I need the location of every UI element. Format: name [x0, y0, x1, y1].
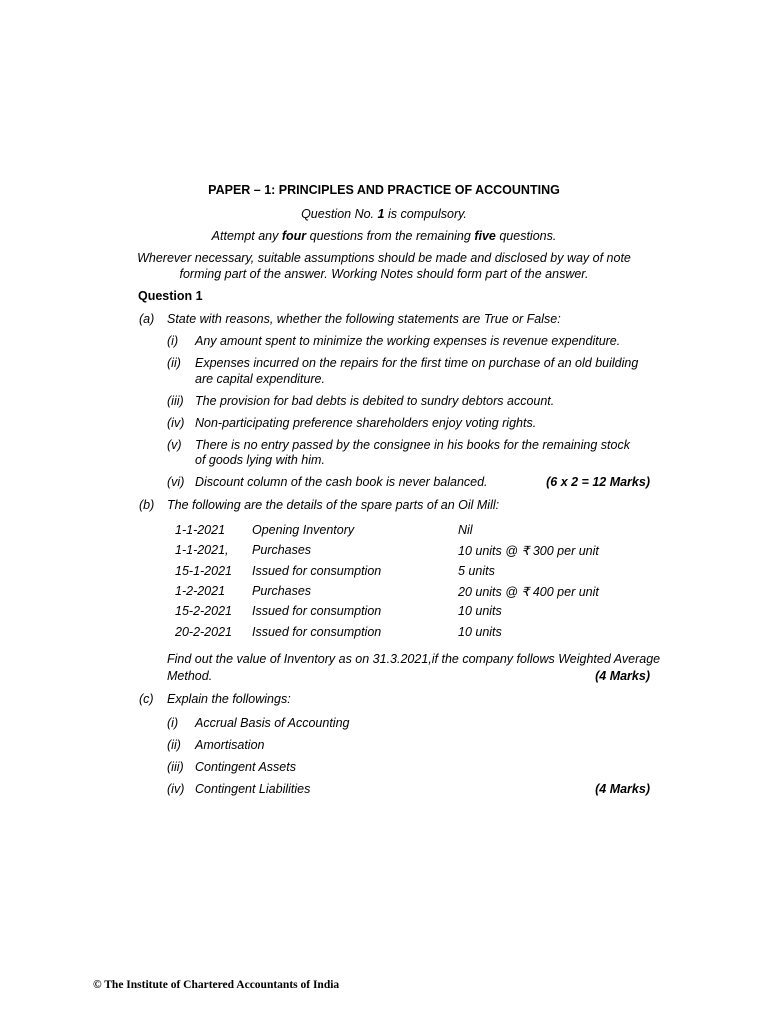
item-number: (v) — [167, 438, 182, 452]
statement-text-continued: are capital expenditure. — [195, 372, 325, 386]
table-cell-quantity: 10 units — [458, 625, 502, 639]
table-cell-particulars: Purchases — [252, 584, 312, 598]
part-b-label: (b) — [139, 498, 155, 512]
table-cell-particulars: Issued for consumption — [252, 625, 382, 639]
part-a-marks: (6 x 2 = 12 Marks) — [546, 475, 650, 489]
item-number: (iv) — [167, 782, 185, 796]
table-cell-date: 1-2-2021 — [175, 584, 226, 598]
statement-text: There is no entry passed by the consignee in his books for the remaining stock — [195, 438, 630, 452]
table-cell-date: 15-2-2021 — [175, 604, 232, 618]
table-cell-quantity: 5 units — [458, 564, 495, 578]
instruction-compulsory — [0, 207, 768, 221]
copyright-footer: © The Institute of Chartered Accountants of India — [93, 979, 340, 991]
table-cell-date: 20-2-2021 — [175, 625, 232, 639]
instruction-assumptions-line2: forming part of the answer. Working Notes should form part of the answer. — [179, 267, 589, 281]
table-cell-quantity: 10 units — [458, 604, 502, 618]
term-text: Amortisation — [195, 738, 265, 752]
statement-text: Discount column of the cash book is never balanced. — [195, 475, 488, 489]
term-text: Accrual Basis of Accounting — [195, 716, 350, 730]
term-text: Contingent Liabilities — [195, 782, 311, 796]
item-number: (ii) — [167, 356, 181, 370]
compulsory-number: 1 — [377, 207, 385, 221]
question-heading: Question 1 — [138, 289, 203, 303]
part-b-marks: (4 Marks) — [595, 669, 650, 683]
table-cell-particulars: Purchases — [252, 543, 312, 557]
part-c-text: Explain the followings: — [167, 692, 291, 706]
table-cell-quantity: Nil — [458, 523, 473, 537]
item-number: (i) — [167, 334, 179, 348]
item-number: (ii) — [167, 738, 181, 752]
part-b-text: The following are the details of the spare parts of an Oil Mill: — [167, 498, 500, 512]
statement-text: Expenses incurred on the repairs for the first time on purchase of an old building — [195, 356, 639, 370]
statement-text-continued: of goods lying with him. — [195, 453, 325, 467]
table-cell-date: 1-1-2021, — [175, 543, 229, 557]
table-cell-particulars: Issued for consumption — [252, 564, 382, 578]
paper-title: PAPER – 1: PRINCIPLES AND PRACTICE OF ACCOUNTING — [208, 183, 560, 197]
attempt-mid: questions from the remaining — [306, 229, 475, 243]
instruction-attempt — [0, 229, 768, 243]
table-cell-particulars: Issued for consumption — [252, 604, 382, 618]
statement-text: Any amount spent to minimize the working expenses is revenue expenditure. — [195, 334, 621, 348]
attempt-post: questions. — [495, 229, 557, 243]
part-a-text: State with reasons, whether the following statements are True or False: — [167, 312, 561, 326]
item-number: (iii) — [167, 394, 184, 408]
attempt-pre: Attempt any — [211, 229, 282, 243]
statement-text: The provision for bad debts is debited to sundry debtors account. — [195, 394, 555, 408]
term-text: Contingent Assets — [195, 760, 296, 774]
attempt-five: five — [474, 229, 496, 243]
part-c-label: (c) — [139, 692, 154, 706]
item-number: (vi) — [167, 475, 185, 489]
compulsory-post: is compulsory. — [384, 207, 467, 221]
part-c-marks: (4 Marks) — [595, 782, 650, 796]
part-b-find-line2: Method. — [167, 669, 213, 683]
table-cell-date: 15-1-2021 — [175, 564, 232, 578]
statement-text: Non-participating preference shareholders enjoy voting rights. — [195, 416, 537, 430]
item-number: (iii) — [167, 760, 184, 774]
instruction-assumptions-line1: Wherever necessary, suitable assumptions should be made and disclosed by way of note — [137, 251, 631, 265]
part-b-find-line1: Find out the value of Inventory as on 31.3.2021,if the company follows Weighted Average — [167, 652, 661, 666]
part-a-label: (a) — [139, 312, 155, 326]
table-cell-particulars: Opening Inventory — [252, 523, 355, 537]
table-cell-quantity: 20 units @ ₹ 400 per unit — [458, 585, 599, 599]
item-number: (iv) — [167, 416, 185, 430]
table-cell-quantity: 10 units @ ₹ 300 per unit — [458, 544, 599, 558]
compulsory-pre: Question No. — [301, 207, 378, 221]
item-number: (i) — [167, 716, 179, 730]
table-cell-date: 1-1-2021 — [175, 523, 226, 537]
attempt-four: four — [281, 229, 307, 243]
